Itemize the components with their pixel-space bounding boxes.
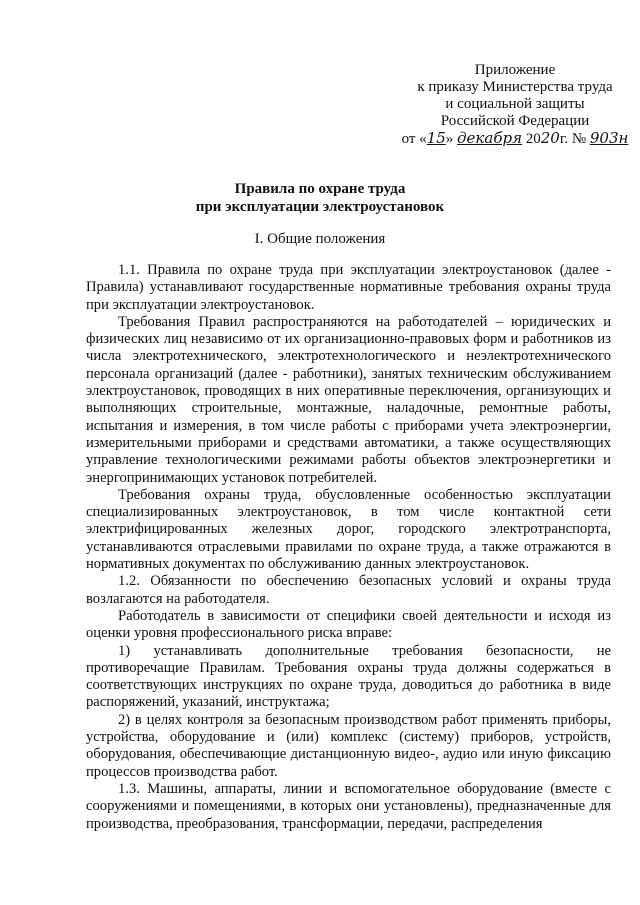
paragraph: 2) в целях контроля за безопасным производством работ применять приборы, устройства, оборудование и (или) комплекс (систему) приборов, устройств, оборудования, обеспечивающие дистанционную видео-, аудио или иную фиксацию процессов производства работ. [86, 711, 611, 780]
paragraph: 1.2. Обязанности по обеспечению безопасных условий и охраны труда возлагаются на работодателя. [86, 573, 611, 607]
document-body [86, 262, 611, 833]
paragraph: Требования Правил распространяются на работодателей – юридических и физических лиц независимо от их организационно-правовых форм и работников из числа электротехнического, электротехнологического и неэлектротехнического персонала организаций (далее - работники), занятых техническим обслуживанием электроустановок, проводящих в них оперативные переключения, организующих и выполняющих строительные, монтажные, наладочные, ремонтные работы, испытания и измерения, в том числе работы с приборами учета электроэнергии, измерительными приборами и средствами автоматики, а также осуществляющих управление технологическими режимами работы объектов электроэнергетики и энергопринимающих установок потребителей. [86, 313, 611, 486]
number-prefix: г. № [559, 131, 590, 147]
paragraph: Работодатель в зависимости от специфики своей деятельности и исходя из оценки уровня профессионального риска вправе: [86, 607, 611, 642]
date-year-suffix: 20 [540, 129, 560, 147]
section-heading: I. Общие положения [254, 231, 386, 247]
paragraph: 1.3. Машины, аппараты, линии и вспомогательное оборудование (вместе с сооружениями и помещениями, в которых они установлены), предназначенные для производства, преобразования, трансформации, передачи, распределения [86, 780, 611, 832]
paragraph: 1.1. Правила по охране труда при эксплуатации электроустановок (далее - Правила) устанавливают государственные нормативные требования охраны труда при эксплуатации электроустановок. [86, 262, 611, 313]
appendix-country-line: Российской Федерации [440, 113, 590, 129]
date-prefix: от « [401, 131, 427, 147]
paragraph: Требования охраны труда, обусловленные особенностью эксплуатации специализированных электроустановок, в том числе контактной сети электрифицированных железных дорог, городского электротранспорта, устанавливаются отраслевыми правилами по охране труда, а также отражаются в нормативных документах по обслуживанию данных электроустановок. [86, 486, 611, 573]
date-mid: » [445, 131, 454, 147]
appendix-date-line [400, 130, 630, 148]
document-title [0, 180, 640, 216]
paragraph: 1) устанавливать дополнительные требования безопасности, не противоречащие Правилам. Требования охраны труда должны содержаться в соответствующих инструкциях по охране труда, доводиться до работника в виде распоряжений, указаний, инструктажа; [86, 642, 611, 711]
date-year-prefix: 20 [522, 131, 541, 147]
date-day: 15 [426, 129, 446, 147]
order-number: 903н [589, 129, 629, 147]
title-line-1: Правила по охране труда [234, 181, 406, 197]
title-line-2: при эксплуатации электроустановок [195, 199, 445, 215]
appendix-ministry-line: и социальной защиты [445, 96, 585, 112]
appendix-label: Приложение [474, 62, 556, 78]
date-month: декабря [457, 129, 523, 147]
appendix-header [400, 62, 630, 148]
appendix-order-line: к приказу Министерства труда [417, 79, 613, 95]
